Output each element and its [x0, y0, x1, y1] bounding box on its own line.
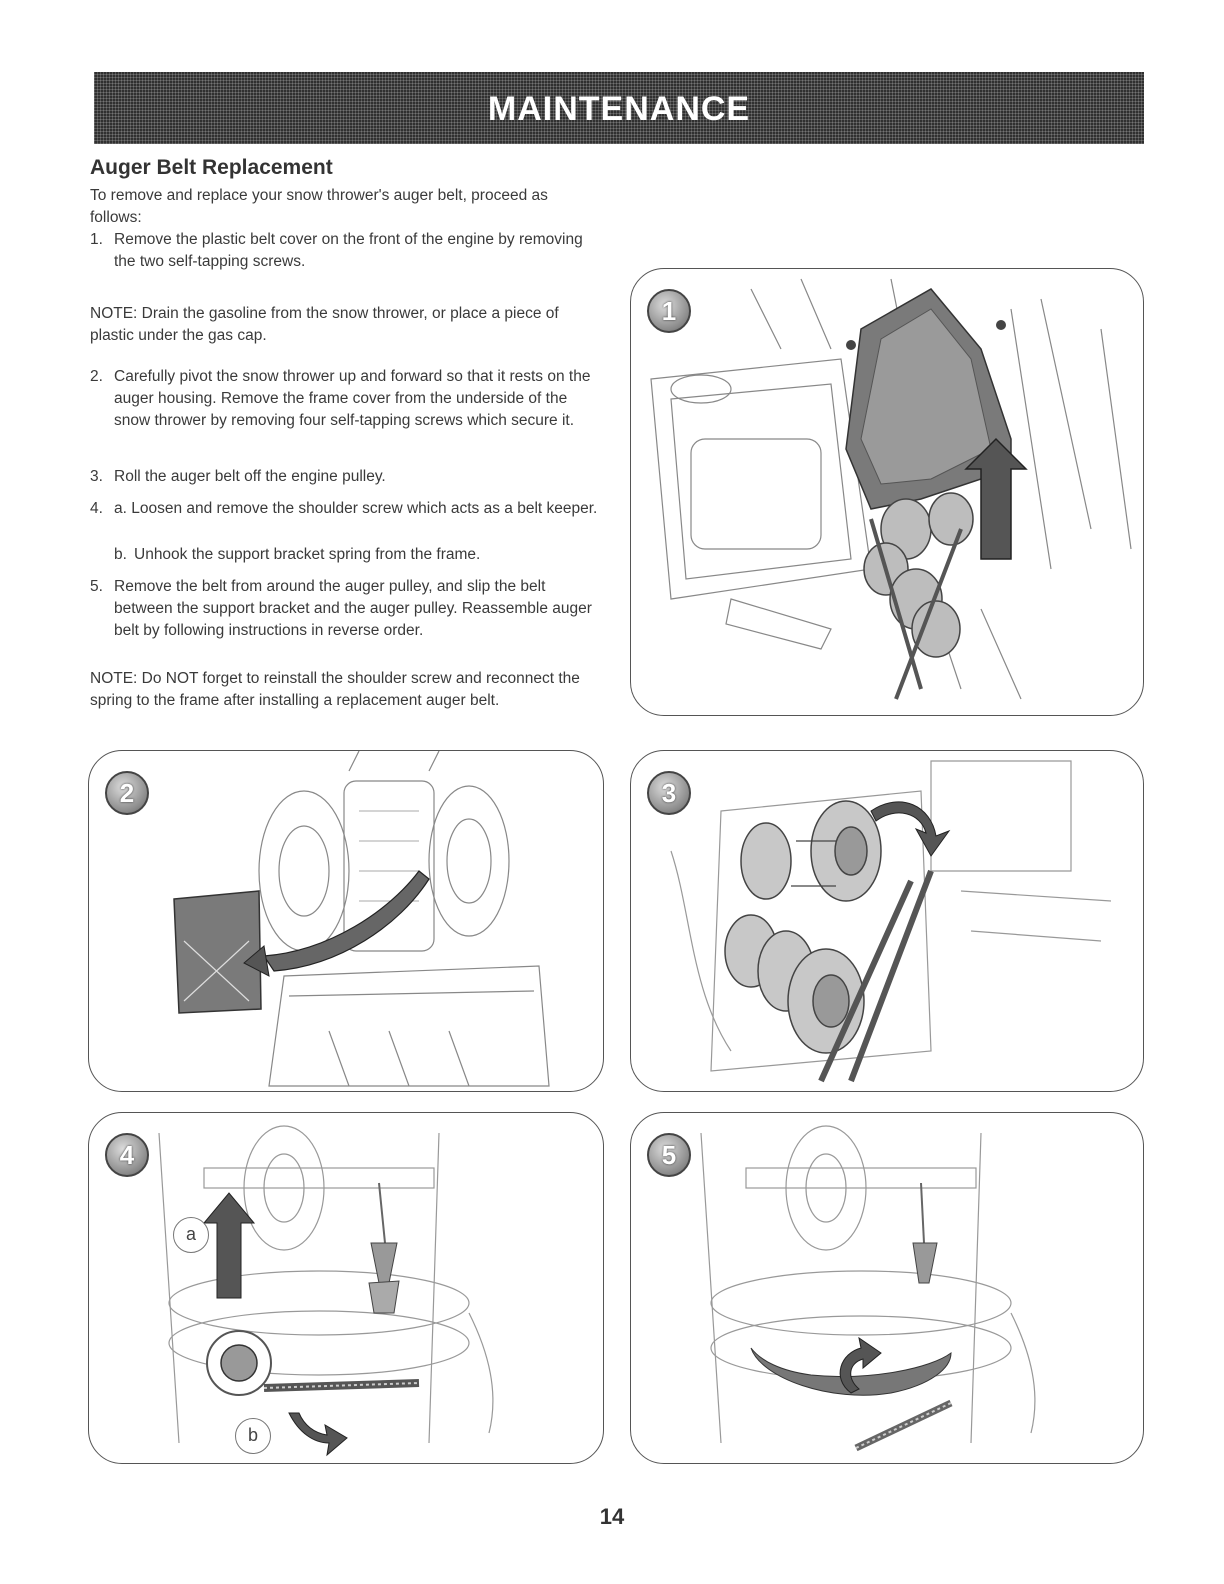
header-bar — [94, 72, 1144, 144]
step-text: a. Loosen and remove the shoulder screw which acts as a belt keeper. — [114, 500, 598, 517]
figure-1-illustration — [631, 269, 1143, 715]
step-text: Roll the auger belt off the engine pulley. — [114, 468, 386, 485]
figure-5 — [630, 1112, 1144, 1464]
step-number: 3. — [90, 468, 103, 485]
step-5 — [90, 576, 602, 642]
figure-number-badge: 2 — [105, 771, 149, 815]
figure-3-illustration — [631, 751, 1143, 1091]
substep-letter: b. — [114, 546, 127, 563]
step-number: 1. — [90, 231, 103, 248]
intro-text: To remove and replace your snow thrower's auger belt, proceed as follows: — [90, 187, 548, 226]
step-number: 4. — [90, 500, 103, 517]
step-4a — [90, 498, 602, 520]
figure-3 — [630, 750, 1144, 1092]
section-title: Auger Belt Replacement — [90, 156, 333, 179]
step-number: 2. — [90, 368, 103, 385]
substep-text: Unhook the support bracket spring from the frame. — [134, 546, 481, 563]
figure-1 — [630, 268, 1144, 716]
figure-number-badge: 3 — [647, 771, 691, 815]
callout-b: b — [235, 1418, 271, 1454]
step-2 — [90, 366, 602, 432]
step-text: Carefully pivot the snow thrower up and forward so that it rests on the auger housing. Remove the frame cover from the underside of the snow thrower by removing four self-tapping screws which secure it. — [114, 368, 591, 429]
figure-5-illustration — [631, 1113, 1143, 1463]
figure-number-badge: 5 — [647, 1133, 691, 1177]
figure-4 — [88, 1112, 604, 1464]
figure-4-illustration — [89, 1113, 603, 1463]
figure-number-badge: 1 — [647, 289, 691, 333]
page-number: 14 — [599, 1504, 625, 1529]
callout-a: a — [173, 1217, 209, 1253]
step-text: Remove the belt from around the auger pulley, and slip the belt between the support bracket and the auger pulley. Reassemble auger belt by following instructions in reverse order. — [114, 578, 592, 639]
figure-number-badge: 4 — [105, 1133, 149, 1177]
step-1 — [90, 229, 602, 273]
step-4b — [114, 544, 602, 566]
figure-2 — [88, 750, 604, 1092]
page-header-title: MAINTENANCE — [487, 90, 751, 128]
figure-2-illustration — [89, 751, 603, 1091]
note-reinstall: NOTE: Do NOT forget to reinstall the shoulder screw and reconnect the spring to the frame after installing a replacement auger belt. — [90, 670, 580, 709]
step-text: Remove the plastic belt cover on the front of the engine by removing the two self-tapping screws. — [114, 231, 583, 270]
step-number: 5. — [90, 578, 103, 595]
note-gasoline: NOTE: Drain the gasoline from the snow thrower, or place a piece of plastic under the gas cap. — [90, 305, 559, 344]
step-3 — [90, 466, 602, 488]
